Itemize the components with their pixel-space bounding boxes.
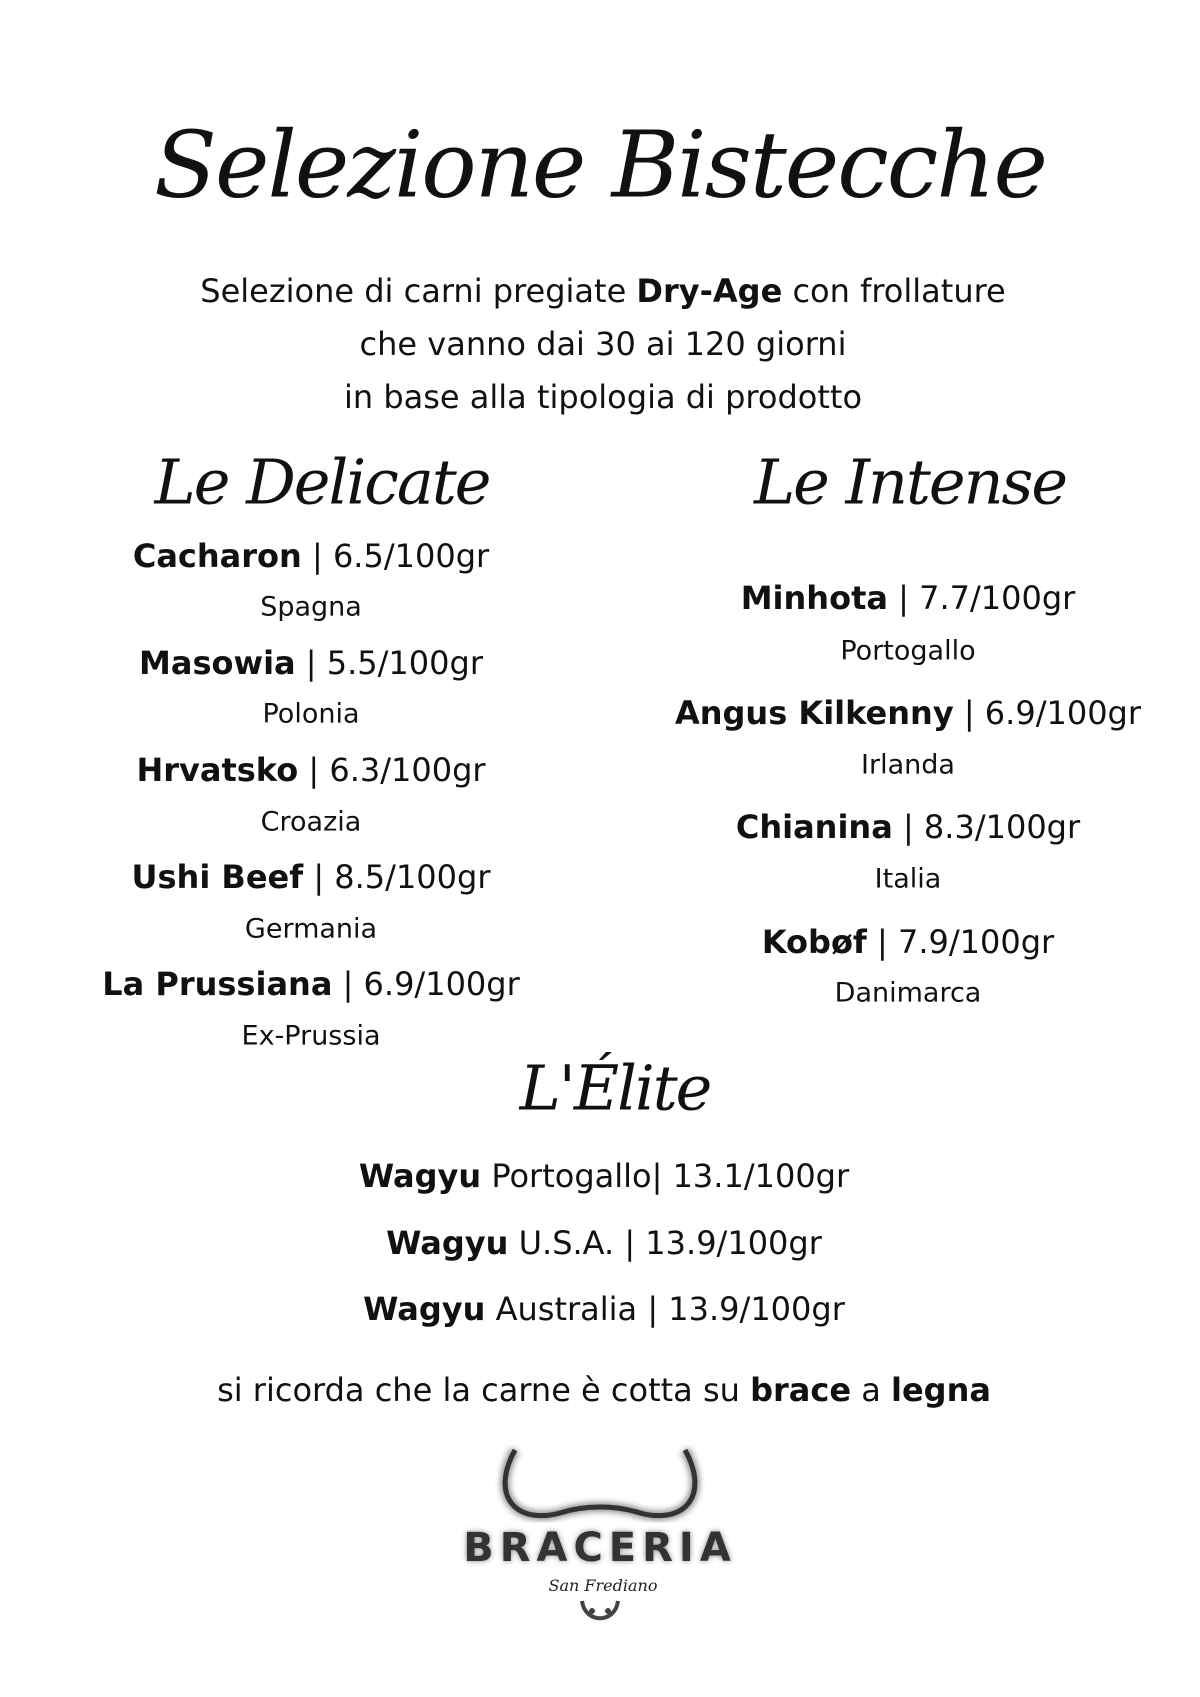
menu-item [139, 644, 483, 682]
item-origin: Irlanda [861, 749, 955, 781]
item-origin: Germania [244, 913, 378, 945]
intro-line-3: in base alla tipologia di prodotto [343, 378, 863, 416]
braceria-logo [420, 1435, 780, 1635]
menu-item [675, 694, 1141, 732]
item-price: | 6.5/100gr [301, 537, 490, 575]
item-origin: Italia [874, 863, 942, 895]
intro-bold: Dry-Age [636, 272, 783, 310]
menu-item [741, 579, 1076, 617]
menu-item [736, 808, 1080, 846]
item-name: Angus Kilkenny [674, 694, 954, 732]
bull-snout-icon [582, 1601, 618, 1618]
item-price: | 5.5/100gr [295, 644, 483, 682]
item-price: | 8.3/100gr [892, 808, 1081, 846]
menu-item [136, 751, 485, 789]
item-origin: Croazia [260, 806, 362, 838]
bull-horns-icon [505, 1450, 695, 1516]
item-price: | 6.9/100gr [953, 694, 1142, 732]
item-name: Wagyu [386, 1224, 509, 1262]
item-price: U.S.A. | 13.9/100gr [508, 1224, 822, 1262]
footer-text: si ricorda che la carne è cotta su [217, 1371, 751, 1409]
item-origin: Polonia [262, 698, 360, 730]
logo-brand: BRACERIA [463, 1525, 737, 1571]
elite-item [363, 1290, 845, 1328]
logo-sub: San Frediano [548, 1576, 658, 1595]
footer-bold: legna [890, 1371, 991, 1409]
item-price: Australia | 13.9/100gr [485, 1290, 845, 1328]
elite-item [359, 1157, 849, 1195]
item-name: Ushi Beef [131, 858, 304, 896]
item-price: | 6.3/100gr [298, 751, 486, 789]
item-name: La Prussiana [102, 965, 333, 1003]
intro-line-1 [200, 272, 1005, 310]
item-origin: Spagna [260, 591, 362, 623]
item-price: Portogallo| 13.1/100gr [481, 1157, 850, 1195]
section-heading-intense: Le Intense [753, 445, 1067, 519]
item-name: Wagyu [358, 1157, 482, 1195]
item-name: Cacharon [132, 537, 302, 575]
footer-note [217, 1371, 991, 1409]
item-name: Hrvatsko [136, 751, 299, 789]
intro-text: Selezione di carni pregiate [200, 272, 637, 310]
intro-line-2: che vanno dai 30 ai 120 giorni [359, 325, 847, 363]
item-price: | 6.9/100gr [332, 965, 520, 1003]
item-price: | 7.7/100gr [887, 579, 1076, 617]
item-price: | 8.5/100gr [303, 858, 491, 896]
footer-text: a [851, 1371, 891, 1409]
intro-text: con frollature [782, 272, 1006, 310]
menu-item [762, 923, 1054, 961]
footer-bold: brace [750, 1371, 852, 1409]
menu-item [132, 858, 491, 896]
item-name: Kobøf [761, 923, 867, 961]
item-name: Chianina [735, 808, 893, 846]
page-title: Selezione Bistecche [154, 111, 1046, 219]
item-origin: Danimarca [834, 977, 982, 1009]
menu-item [133, 537, 489, 575]
item-price: | 7.9/100gr [866, 923, 1055, 961]
menu-item [102, 965, 520, 1003]
item-name: Wagyu [363, 1290, 486, 1328]
item-name: Minhota [740, 579, 888, 617]
item-origin: Ex-Prussia [241, 1020, 381, 1052]
elite-item [386, 1224, 822, 1262]
section-heading-elite: L'Élite [519, 1051, 711, 1125]
section-heading-delicate: Le Delicate [154, 445, 490, 519]
item-name: Masowia [139, 644, 296, 682]
item-origin: Portogallo [840, 635, 976, 667]
